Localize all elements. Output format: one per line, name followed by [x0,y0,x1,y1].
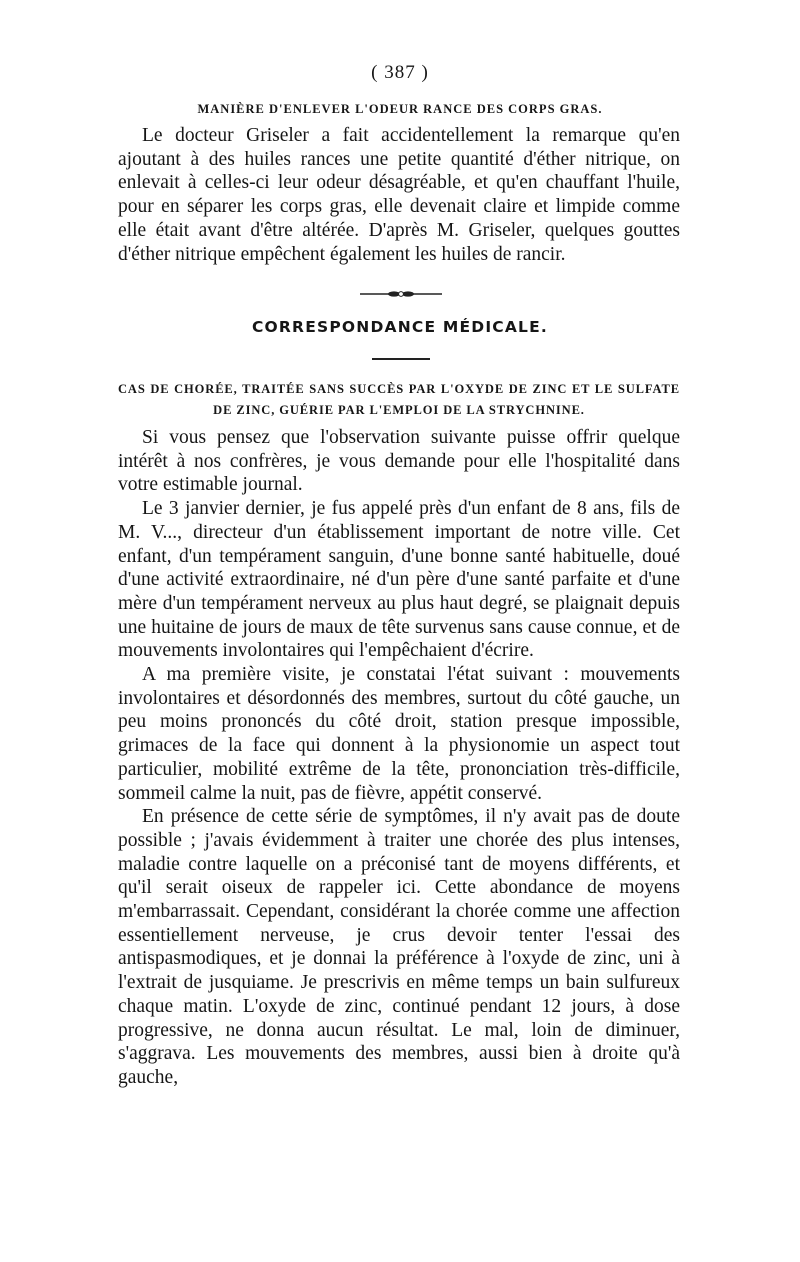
paragraph: En présence de cette série de symptômes, il n'y avait pas de doute possible ; j'avais évidemment à traiter une chorée des plus intenses, maladie contre laquelle on a préconisé tant de moyens différents, et qu'il serait oiseux de rappeler ici. Cette abondance de moyens m'embarrassait. Cependant, considérant la chorée comme une affection essentiellement nerveuse, je crus devoir tenter l'essai des antispasmodiques, et je donnai la préférence à l'oxyde de zinc, uni à l'extrait de jusquiame. Je prescrivis en même temps un bain sulfureux chaque matin. L'oxyde de zinc, continué pendant 12 jours, à dose progressive, ne donna aucun résultat. Le mal, loin de diminuer, s'aggrava. Les mouvements des membres, aussi bien à droite qu'à gauche, [118,806,680,1088]
page-number: ( 387 ) [371,62,429,83]
article-body-odeur-rance [118,124,680,266]
ornament-divider [360,290,442,298]
section-title: CORRESPONDANCE MÉDICALE. [251,318,549,336]
paragraph: Si vous pensez que l'observation suivante puisse offrir quelque intérêt à nos confrères, je vous demande pour elle l'hospitalité dans votre estimable journal. [118,427,680,496]
article-title-odeur-rance: MANIÈRE D'ENLEVER L'ODEUR RANCE DES CORPS GRAS. [197,102,603,116]
article-body-choree [118,426,680,1090]
section-rule [372,358,430,360]
paragraph: A ma première visite, je constatai l'état suivant : mouvements involontaires et désordonnés des membres, surtout du côté gauche, un peu moins prononcés du côté droit, station presque impossible, grimaces de la face qui donnent à la physionomie un aspect tout particulier, mobilité extrême de la tête, prononciation très-difficile, sommeil calme la nuit, pas de fièvre, appétit conservé. [118,664,680,804]
paragraph: Le 3 janvier dernier, je fus appelé près d'un enfant de 8 ans, fils de M. V..., directeur d'un établissement important de notre ville. Cet enfant, d'un tempérament sanguin, d'une bonne santé habituelle, doué d'une activité extraordinaire, né d'un père d'une santé parfaite et d'une mère d'un tempérament nerveux au plus haut degré, se plaignait depuis une huitaine de jours de maux de tête survenus sans cause connue, et de mouvements involontaires qui l'empêchaient d'écrire. [118,498,680,662]
paragraph: Le docteur Griseler a fait accidentellement la remarque qu'en ajoutant à des huiles rances une petite quantité d'éther nitrique, on enlevait à celles-ci leur odeur désagréable, et qu'en chauffant l'huile, pour en séparer les corps gras, elle devenait claire et limpide comme elle était avant d'être altérée. D'après M. Griseler, quelques gouttes d'éther nitrique empêchent également les huiles de rancir. [118,125,680,265]
article-title-choree: CAS DE CHORÉE, TRAITÉE SANS SUCCÈS PAR L'OXYDE DE ZINC ET LE SULFATE DE ZINC, GUÉRIE PAR L'EMPLOI DE LA STRYCHNINE. [118,382,680,417]
